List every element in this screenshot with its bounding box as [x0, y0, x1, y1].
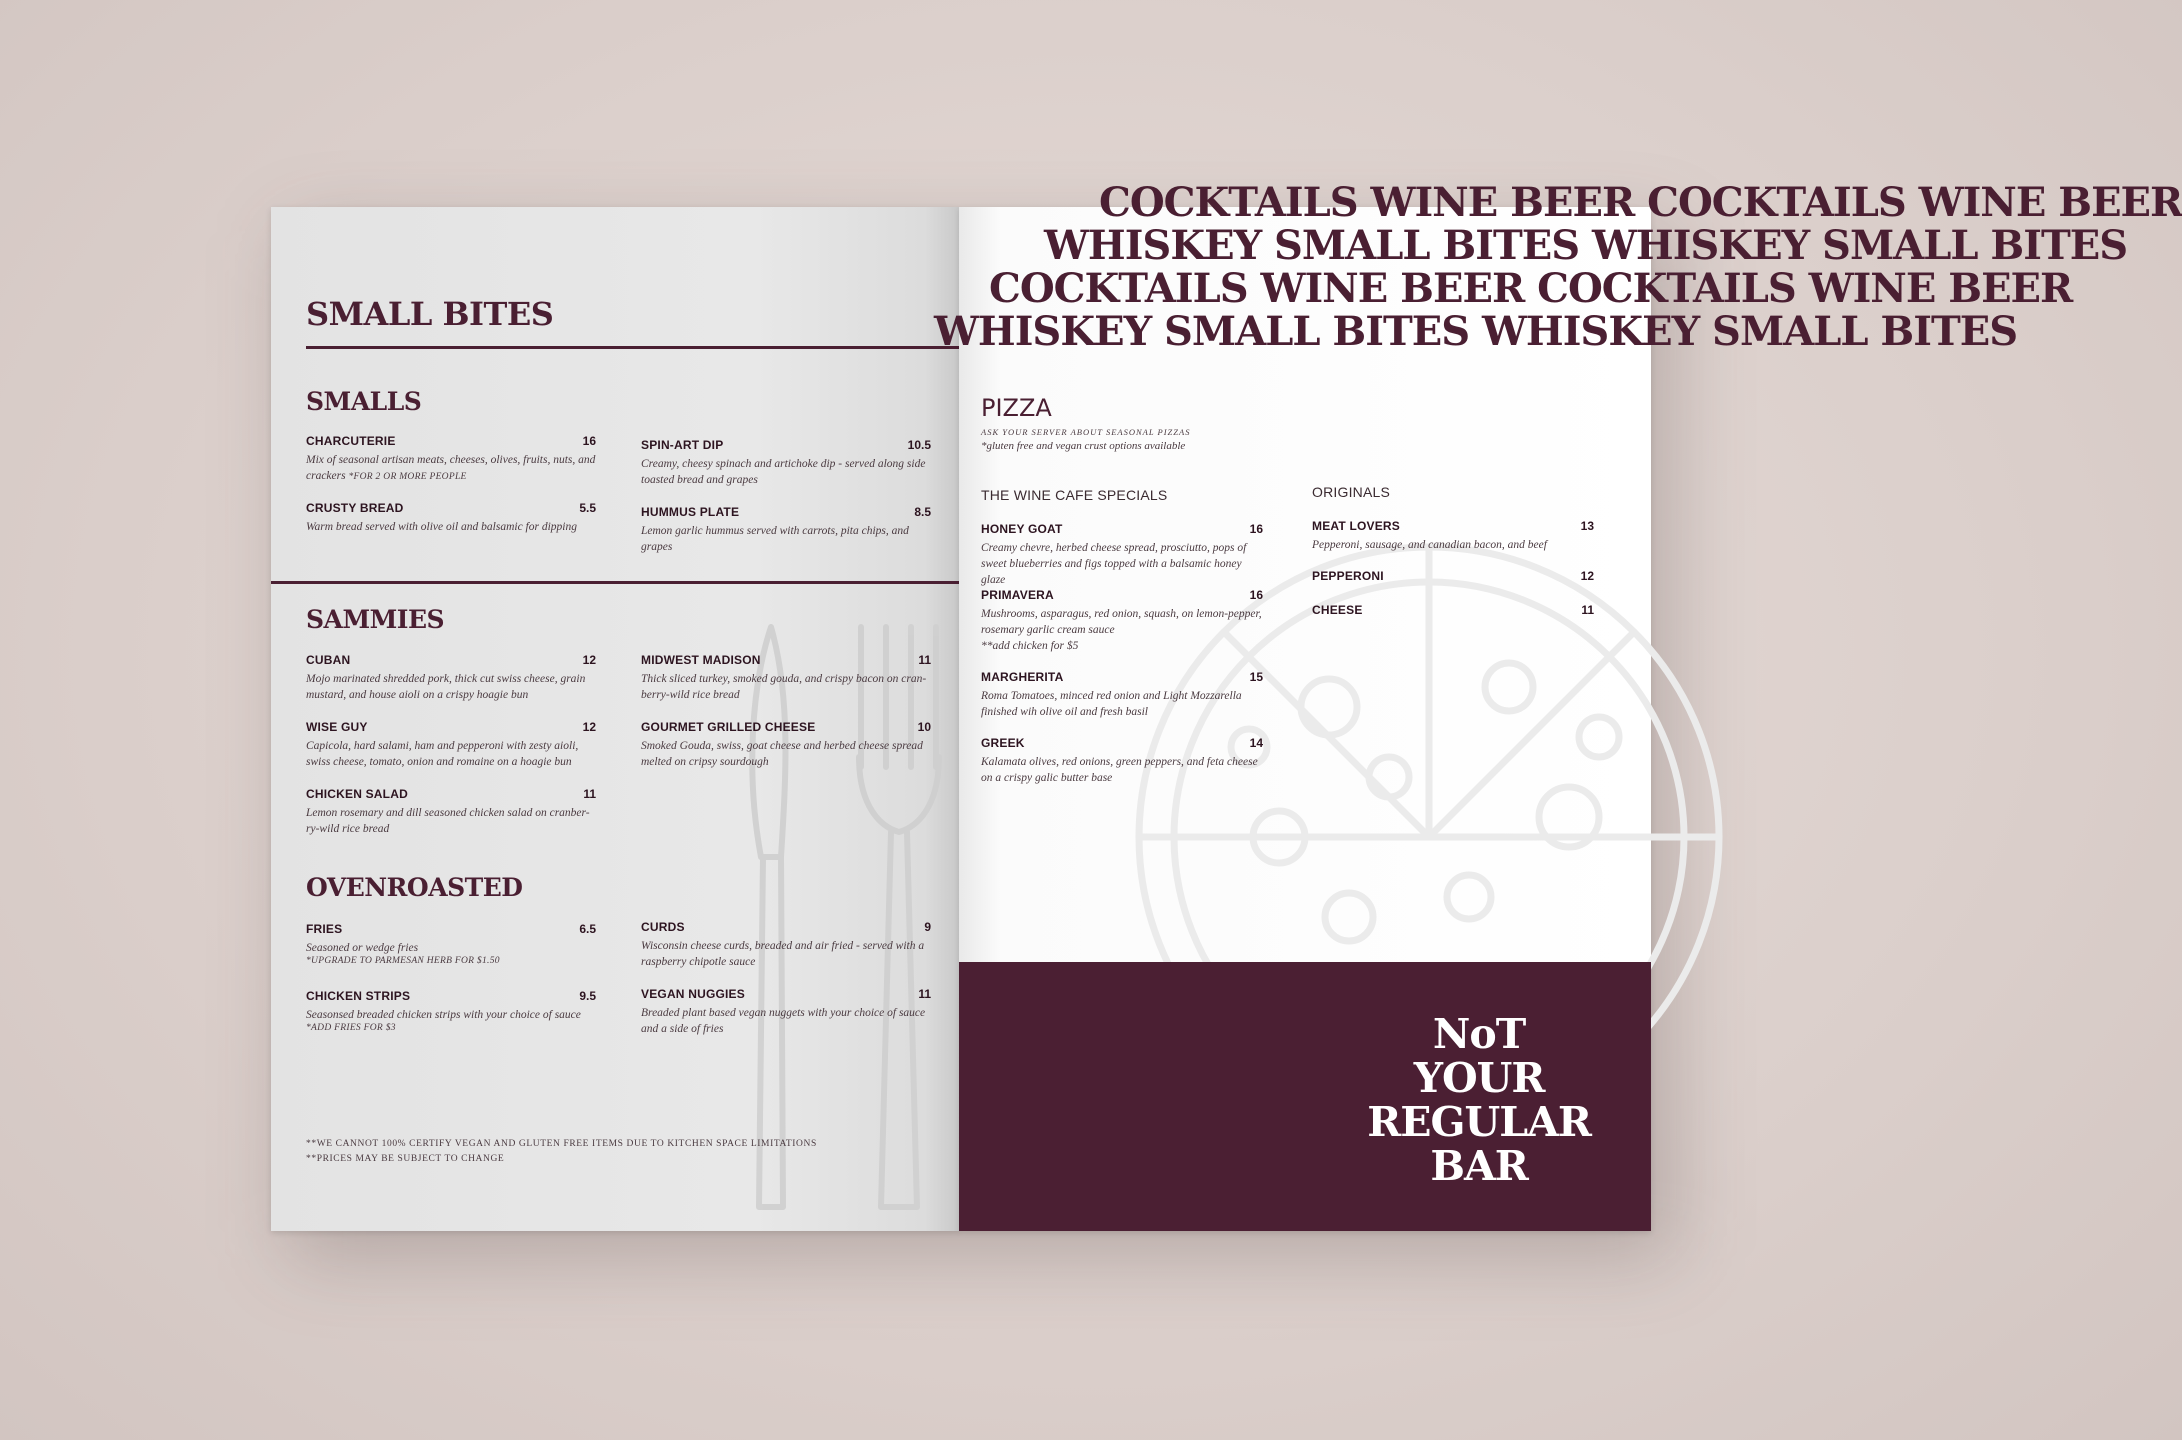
item-price: 11 [583, 787, 596, 801]
section-heading-sammies: SAMMIES [306, 605, 445, 634]
item-price: 9.5 [579, 989, 596, 1003]
item-description: Mix of seasonal artisan meats, cheeses, olives, fruits, nuts, and crackers *FOR 2 OR MORE PEOPLE [306, 454, 596, 482]
pizza-subheading: ASK YOUR SERVER ABOUT SEASONAL PIZZAS [981, 427, 1191, 437]
item-description: Lemon rosemary and dill seasoned chicken salad on cranber-ry-wild rice bread [306, 807, 590, 835]
menu-item-crusty-bread [306, 501, 596, 535]
item-name: CUBAN [306, 653, 351, 667]
item-price: 11 [918, 987, 931, 1001]
menu-item-curds [641, 920, 931, 970]
item-name: CRUSTY BREAD [306, 501, 404, 515]
menu-item-chicken-salad [306, 787, 596, 837]
item-name: SPIN-ART DIP [641, 438, 724, 452]
pizza-heading: PIZZA [981, 394, 1052, 422]
specials-heading: THE WINE CAFE SPECIALS [981, 487, 1168, 503]
item-name: GOURMET GRILLED CHEESE [641, 720, 816, 734]
item-description: Kalamata olives, red onions, green peppers, and feta cheese on a crispy galic butter base [981, 756, 1258, 784]
originals-heading: ORIGINALS [1312, 484, 1391, 500]
item-name: FRIES [306, 922, 343, 936]
word-banner [934, 179, 2182, 357]
item-note: *UPGRADE TO PARMESAN HERB FOR $1.50 [306, 956, 500, 966]
item-name: VEGAN NUGGIES [641, 987, 745, 1001]
menu-item-fries [306, 922, 596, 966]
item-name: CHEESE [1312, 603, 1363, 617]
item-name: HUMMUS PLATE [641, 505, 740, 519]
brand-band [959, 962, 1651, 1231]
banner-line: WHISKEY SMALL BITES WHISKEY SMALL BITES [1044, 222, 2128, 269]
menu-item-pepperoni [1312, 569, 1594, 583]
logo-line: REGULAR [1367, 1098, 1591, 1146]
section-heading-smalls: SMALLS [306, 387, 422, 416]
menu-item-cheese [1312, 603, 1594, 617]
banner-line: COCKTAILS WINE BEER COCKTAILS WINE BEER [989, 265, 2073, 312]
pizza-crust-note: *gluten free and vegan crust options available [981, 440, 1186, 452]
item-price: 13 [1580, 519, 1594, 533]
menu-item-midwest-madison [641, 653, 931, 703]
item-price: 10.5 [907, 438, 931, 452]
item-name: MEAT LOVERS [1312, 519, 1400, 533]
item-price: 12 [1580, 569, 1594, 583]
item-price: 5.5 [579, 501, 596, 515]
item-price: 16 [582, 434, 596, 448]
item-description: Pepperoni, sausage, and canadian bacon, and beef [1312, 539, 1547, 551]
item-description: Warm bread served with olive oil and balsamic for dipping [306, 521, 577, 533]
item-name: CURDS [641, 920, 685, 934]
item-description: Creamy, cheesy spinach and artichoke dip - served along side toasted bread and grapes [641, 458, 926, 486]
item-description: Capicola, hard salami, ham and pepperoni with zesty aioli, swiss cheese, tomato, onion and romaine on a hoagie bun [306, 740, 579, 768]
item-name: WISE GUY [306, 720, 368, 734]
item-price: 11 [918, 653, 931, 667]
footnote-vegan-gluten: **WE CANNOT 100% CERTIFY VEGAN AND GLUTEN FREE ITEMS DUE TO KITCHEN SPACE LIMITATIONS [306, 1139, 817, 1149]
menu-item-primavera [981, 588, 1263, 654]
item-description: Thick sliced turkey, smoked gouda, and crispy bacon on cran-berry-wild rice bread [641, 673, 927, 701]
section-heading-ovenroasted: OVENROASTED [306, 873, 523, 902]
menu-item-margherita [981, 670, 1263, 720]
item-price: 10 [917, 720, 931, 734]
item-price: 16 [1249, 588, 1263, 602]
menu-item-vegan-nuggies [641, 987, 931, 1037]
item-price: 16 [1249, 522, 1263, 536]
item-name: MIDWEST MADISON [641, 653, 761, 667]
item-note: *FOR 2 OR MORE PEOPLE [348, 472, 467, 482]
item-description: Creamy chevre, herbed cheese spread, prosciutto, pops of sweet blueberries and figs topped with a balsamic honey glaze [981, 542, 1247, 586]
item-name: GREEK [981, 736, 1025, 750]
menu-item-spin-art-dip [641, 438, 931, 488]
logo-line: YOUR [1413, 1054, 1545, 1102]
item-description: Mushrooms, asparagus, red onion, squash, on lemon-pepper, rosemary garlic cream sauce [981, 608, 1262, 636]
item-note: **add chicken for $5 [981, 640, 1079, 652]
item-price: 8.5 [914, 505, 931, 519]
item-price: 11 [1581, 603, 1594, 617]
menu-item-hummus-plate [641, 505, 931, 555]
menu-item-gourmet-grilled-cheese [641, 720, 931, 770]
item-price: 14 [1249, 736, 1263, 750]
menu-item-cuban [306, 653, 596, 703]
item-name: PRIMAVERA [981, 588, 1054, 602]
footnote-prices: **PRICES MAY BE SUBJECT TO CHANGE [306, 1154, 505, 1164]
right-page [934, 179, 2182, 1231]
item-name: CHARCUTERIE [306, 434, 396, 448]
item-price: 6.5 [579, 922, 596, 936]
page-title: SMALL BITES [306, 295, 554, 333]
item-description: Smoked Gouda, swiss, goat cheese and herbed cheese spread melted on cripsy sourdough [641, 740, 923, 768]
logo-line: NoT [1432, 1010, 1526, 1058]
item-price: 12 [582, 720, 596, 734]
item-note: *ADD FRIES FOR $3 [306, 1023, 396, 1033]
menu-item-greek [981, 736, 1263, 786]
left-page [271, 207, 959, 1231]
item-description: Wisconsin cheese curds, breaded and air fried - served with a raspberry chipotle sauce [641, 940, 925, 968]
item-price: 15 [1249, 670, 1263, 684]
menu-item-charcuterie [306, 434, 596, 485]
item-name: MARGHERITA [981, 670, 1064, 684]
menu-item-wise-guy [306, 720, 596, 770]
item-name: PEPPERONI [1312, 569, 1384, 583]
menu-item-meat-lovers [1312, 519, 1594, 553]
item-description: Roma Tomatoes, minced red onion and Light Mozzarella finished wih olive oil and fresh basil [981, 690, 1242, 718]
item-name: CHICKEN STRIPS [306, 989, 411, 1003]
item-name: CHICKEN SALAD [306, 787, 408, 801]
item-description: Mojo marinated shredded pork, thick cut swiss cheese, grain mustard, and house aioli on a crispy hoagie bun [306, 673, 586, 701]
item-price: 9 [924, 920, 931, 934]
banner-line: COCKTAILS WINE BEER COCKTAILS WINE BEER [1099, 179, 2182, 226]
item-description: Lemon garlic hummus served with carrots, pita chips, and grapes [641, 525, 909, 553]
item-description: Breaded plant based vegan nuggets with your choice of sauce and a side of fries [641, 1007, 926, 1035]
banner-line: WHISKEY SMALL BITES WHISKEY SMALL BITES [934, 308, 2018, 355]
item-description: Seasonsed breaded chicken strips with your choice of sauce [306, 1009, 581, 1021]
item-name: HONEY GOAT [981, 522, 1063, 536]
item-description: Seasoned or wedge fries [306, 942, 419, 954]
menu-item-chicken-strips [306, 989, 596, 1033]
section-divider [271, 581, 959, 584]
logo-line: BAR [1430, 1142, 1528, 1190]
brand-logo [1367, 1012, 1591, 1188]
item-price: 12 [582, 653, 596, 667]
menu-item-honey-goat [981, 522, 1263, 588]
title-divider [306, 346, 959, 349]
